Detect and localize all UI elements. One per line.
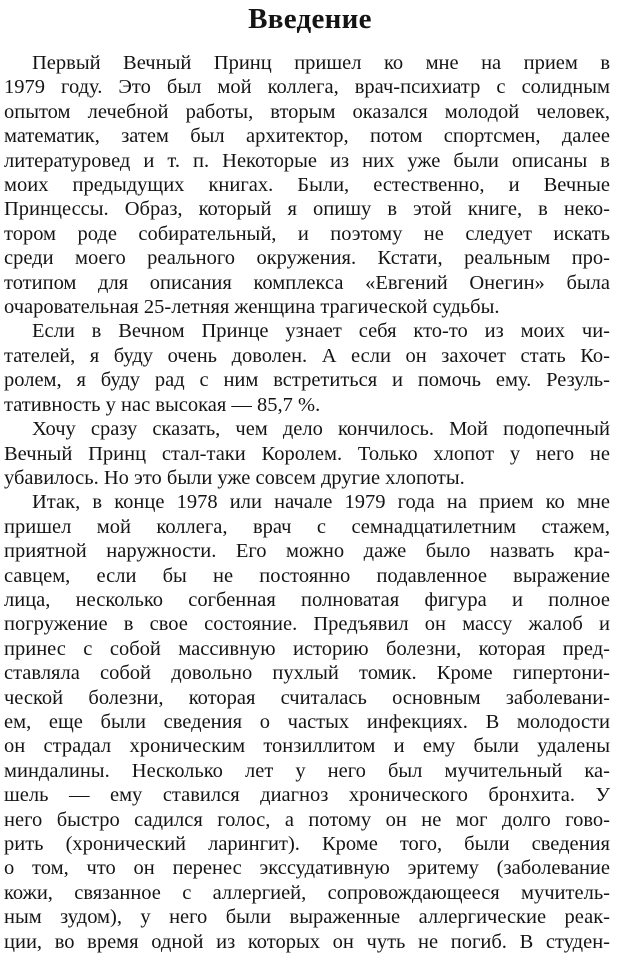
text-line: принес с собой массивную историю болезни, которая пред- bbox=[4, 637, 610, 660]
text-line: ческой болезни, которая считалась основным заболевани- bbox=[4, 686, 610, 709]
text-line: тателей, я буду очень доволен. А если он захочет стать Ко- bbox=[4, 344, 610, 367]
text-line: тором роде собирательный, и поэтому не следует искать bbox=[4, 222, 610, 245]
text-line: математик, затем был архитектор, потом спортсмен, далее bbox=[4, 125, 610, 148]
text-line: ролем, я буду рад с ним встретиться и помочь ему. Резуль- bbox=[4, 369, 610, 392]
text-line: ем, еще были сведения о частых инфекциях. В молодости bbox=[4, 710, 610, 733]
text-line: рить (хронический ларингит). Кроме того, были сведения bbox=[4, 833, 610, 855]
text-line: моих предыдущих книгах. Были, естественно, и Вечные bbox=[4, 174, 610, 197]
text-line: Если в Вечном Принце узнает себя кто-то из моих чи- bbox=[32, 320, 610, 343]
text-line: литературовед и т. п. Некоторые из них уже были описаны в bbox=[4, 149, 610, 172]
text-line: Принцессы. Образ, который я опишу в этой книге, в неко- bbox=[4, 198, 610, 221]
body-text bbox=[4, 51, 610, 954]
text-line: погружение в свое состояние. Предъявил он массу жалоб и bbox=[4, 613, 610, 636]
text-line: кожи, связанное с аллергией, сопровождающееся мучитель- bbox=[4, 881, 610, 904]
text-line: Первый Вечный Принц пришел ко мне на прием в bbox=[32, 52, 610, 74]
text-line: лица, несколько согбенная полноватая фигура и полное bbox=[4, 588, 610, 611]
text-line: он страдал хроническим тонзиллитом и ему были удалены bbox=[4, 735, 610, 758]
text-line: среди моего реального окружения. Кстати, реальным про- bbox=[4, 247, 610, 270]
text-line: него быстро садился голос, а потому он не мог долго гово- bbox=[4, 808, 610, 831]
text-line: ным зудом), у него были выраженные аллергические реак- bbox=[4, 906, 610, 929]
text-line: миндалины. Несколько лет у него был мучительный ка- bbox=[4, 759, 610, 782]
text-line: Итак, в конце 1978 или начале 1979 года на прием ко мне bbox=[32, 491, 610, 514]
text-line: шель — ему ставился диагноз хронического бронхита. У bbox=[4, 784, 610, 807]
text-line: Хочу сразу сказать, чем дело кончилось. Мой подопечный bbox=[32, 418, 610, 441]
text-line: приятной наружности. Его можно даже было назвать кра- bbox=[4, 540, 610, 563]
text-line: убавилось. Но это были уже совсем другие хлопоты. bbox=[4, 466, 465, 489]
text-line: опытом лечебной работы, вторым оказался молодой человек, bbox=[4, 100, 610, 123]
text-line: тативность у нас высокая — 85,7 %. bbox=[4, 393, 321, 416]
text-line: пришел мой коллега, врач с семнадцатилетним стажем, bbox=[4, 515, 610, 538]
text-line: савцем, если бы не постоянно подавленное выражение bbox=[4, 564, 610, 587]
text-line: ции, во время одной из которых он чуть не погиб. В студен- bbox=[4, 930, 610, 953]
text-line: о том, что он перенес экссудативную эритему (заболевание bbox=[4, 857, 610, 880]
chapter-heading: Введение bbox=[248, 3, 372, 35]
text-line: очаровательная 25-летняя женщина трагической судьбы. bbox=[4, 296, 500, 319]
text-line: Вечный Принц стал-таки Королем. Только хлопот у него не bbox=[4, 442, 610, 465]
text-line: ставляла собой довольно пухлый томик. Кроме гипертони- bbox=[4, 662, 610, 685]
text-line: тотипом для описания комплекса «Евгений Онегин» была bbox=[4, 271, 610, 294]
text-line: 1979 году. Это был мой коллега, врач-психиатр с солидным bbox=[4, 76, 610, 99]
